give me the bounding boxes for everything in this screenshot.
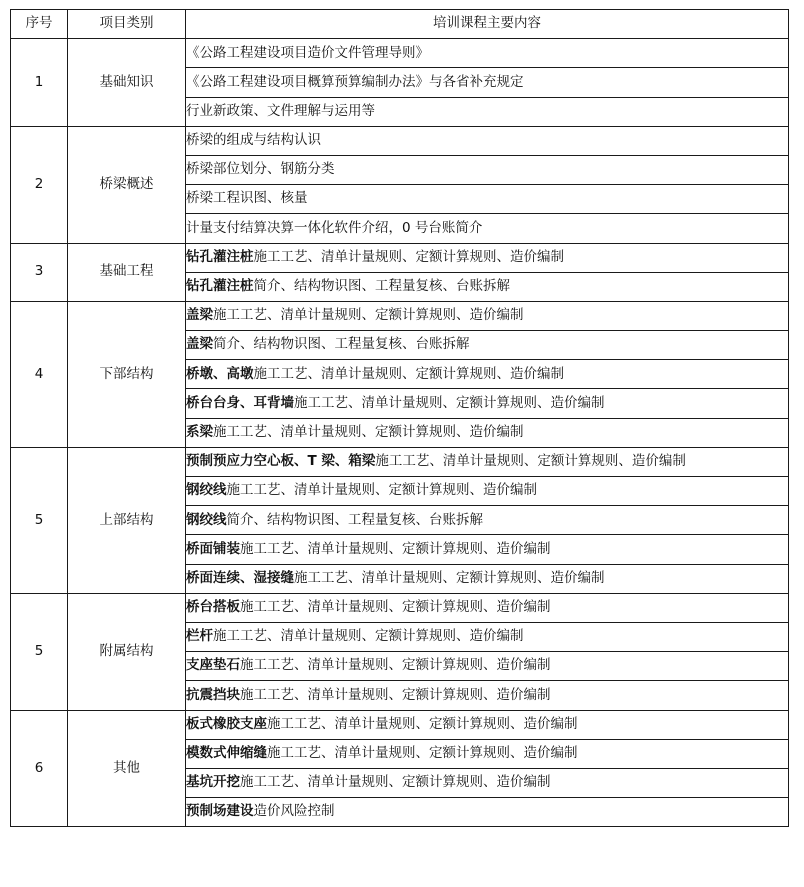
content-bold-term: 支座垫石 [186, 657, 240, 674]
table-row [11, 243, 789, 272]
content-text: 简介、结构物识图、工程量复核、台账拆解 [226, 511, 483, 528]
content-cell [186, 185, 789, 214]
category-cell: 基础知识 [68, 39, 186, 127]
content-bold-term: 系梁 [186, 423, 213, 440]
table-row [11, 593, 789, 622]
content-cell [186, 39, 789, 68]
content-bold-term: 桥台搭板 [186, 599, 240, 616]
content-bold-term: 抗震挡块 [186, 686, 240, 703]
content-text: 简介、结构物识图、工程量复核、台账拆解 [253, 278, 510, 295]
content-text: 桥梁部位划分、钢筋分类 [186, 161, 335, 178]
content-text: 计量支付结算决算一体化软件介绍，0 号台账简介 [186, 219, 483, 236]
content-bold-term: 板式橡胶支座 [186, 715, 267, 732]
row-number-cell: 6 [11, 710, 68, 827]
content-text: 《公路工程建设项目造价文件管理导则》 [186, 44, 429, 61]
category-cell: 桥梁概述 [68, 126, 186, 243]
content-cell [186, 97, 789, 126]
category-cell: 上部结构 [68, 447, 186, 593]
content-bold-term: 钻孔灌注桩 [186, 278, 254, 295]
content-cell [186, 155, 789, 184]
content-cell [186, 214, 789, 243]
content-cell [186, 68, 789, 97]
content-text: 简介、结构物识图、工程量复核、台账拆解 [213, 336, 470, 353]
content-text: 施工工艺、清单计量规则、定额计算规则、造价编制 [240, 599, 551, 616]
category-cell: 附属结构 [68, 593, 186, 710]
content-text: 施工工艺、清单计量规则、定额计算规则、造价编制 [294, 569, 605, 586]
content-cell [186, 739, 789, 768]
content-cell [186, 301, 789, 330]
content-text: 施工工艺、清单计量规则、定额计算规则、造价编制 [240, 686, 551, 703]
content-cell [186, 272, 789, 301]
table-row [11, 710, 789, 739]
course-table [10, 9, 789, 827]
content-cell [186, 243, 789, 272]
row-number-cell: 5 [11, 447, 68, 593]
content-text: 施工工艺、清单计量规则、定额计算规则、造价编制 [213, 628, 524, 645]
content-bold-term: 盖梁 [186, 336, 213, 353]
content-bold-term: 桥面连续、湿接缝 [186, 569, 294, 586]
content-text: 施工工艺、清单计量规则、定额计算规则、造价编制 [213, 423, 524, 440]
table-row [11, 126, 789, 155]
content-text: 桥梁工程识图、核量 [186, 190, 308, 207]
content-cell [186, 593, 789, 622]
content-bold-term: 钻孔灌注桩 [186, 248, 254, 265]
category-cell: 基础工程 [68, 243, 186, 301]
row-number-cell: 2 [11, 126, 68, 243]
content-bold-term: 桥面铺装 [186, 540, 240, 557]
content-text: 施工工艺、清单计量规则、定额计算规则、造价编制 [240, 774, 551, 791]
content-cell [186, 447, 789, 476]
table-row [11, 447, 789, 476]
content-cell [186, 681, 789, 710]
content-bold-term: 钢绞线 [186, 511, 227, 528]
content-text: 《公路工程建设项目概算预算编制办法》与各省补充规定 [186, 73, 524, 90]
content-text: 施工工艺、清单计量规则、定额计算规则、造价编制 [294, 394, 605, 411]
content-text: 行业新政策、文件理解与运用等 [186, 102, 375, 119]
row-number-cell: 5 [11, 593, 68, 710]
header-no: 序号 [11, 10, 68, 39]
content-bold-term: 预制预应力空心板、T 梁、箱梁 [186, 453, 376, 470]
content-cell [186, 389, 789, 418]
content-cell [186, 798, 789, 827]
content-cell [186, 126, 789, 155]
table-row [11, 301, 789, 330]
table-body [11, 39, 789, 827]
content-bold-term: 栏杆 [186, 628, 213, 645]
content-text: 施工工艺、清单计量规则、定额计算规则、造价编制 [253, 365, 564, 382]
content-cell [186, 622, 789, 651]
content-cell [186, 360, 789, 389]
content-bold-term: 模数式伸缩缝 [186, 745, 267, 762]
header-category: 项目类别 [68, 10, 186, 39]
content-text: 造价风险控制 [253, 803, 335, 820]
content-cell [186, 331, 789, 360]
content-cell [186, 506, 789, 535]
content-bold-term: 桥墩、高墩 [186, 365, 254, 382]
content-cell [186, 768, 789, 797]
header-row [11, 10, 789, 39]
row-number-cell: 1 [11, 39, 68, 127]
content-cell [186, 564, 789, 593]
content-text: 施工工艺、清单计量规则、定额计算规则、造价编制 [226, 482, 537, 499]
content-bold-term: 预制场建设 [186, 803, 254, 820]
table-row [11, 39, 789, 68]
category-cell: 下部结构 [68, 301, 186, 447]
header-content: 培训课程主要内容 [186, 10, 789, 39]
content-cell [186, 535, 789, 564]
content-bold-term: 钢绞线 [186, 482, 227, 499]
row-number-cell: 3 [11, 243, 68, 301]
content-text: 施工工艺、清单计量规则、定额计算规则、造价编制 [240, 657, 551, 674]
content-bold-term: 基坑开挖 [186, 774, 240, 791]
content-cell [186, 418, 789, 447]
content-text: 施工工艺、清单计量规则、定额计算规则、造价编制 [213, 307, 524, 324]
content-bold-term: 桥台台身、耳背墙 [186, 394, 294, 411]
content-text: 桥梁的组成与结构认识 [186, 132, 321, 149]
category-cell: 其他 [68, 710, 186, 827]
content-text: 施工工艺、清单计量规则、定额计算规则、造价编制 [267, 745, 578, 762]
content-cell [186, 477, 789, 506]
content-text: 施工工艺、清单计量规则、定额计算规则、造价编制 [253, 248, 564, 265]
content-text: 施工工艺、清单计量规则、定额计算规则、造价编制 [240, 540, 551, 557]
content-text: 施工工艺、清单计量规则、定额计算规则、造价编制 [375, 453, 686, 470]
content-cell [186, 710, 789, 739]
content-text: 施工工艺、清单计量规则、定额计算规则、造价编制 [267, 715, 578, 732]
content-bold-term: 盖梁 [186, 307, 213, 324]
row-number-cell: 4 [11, 301, 68, 447]
content-cell [186, 652, 789, 681]
